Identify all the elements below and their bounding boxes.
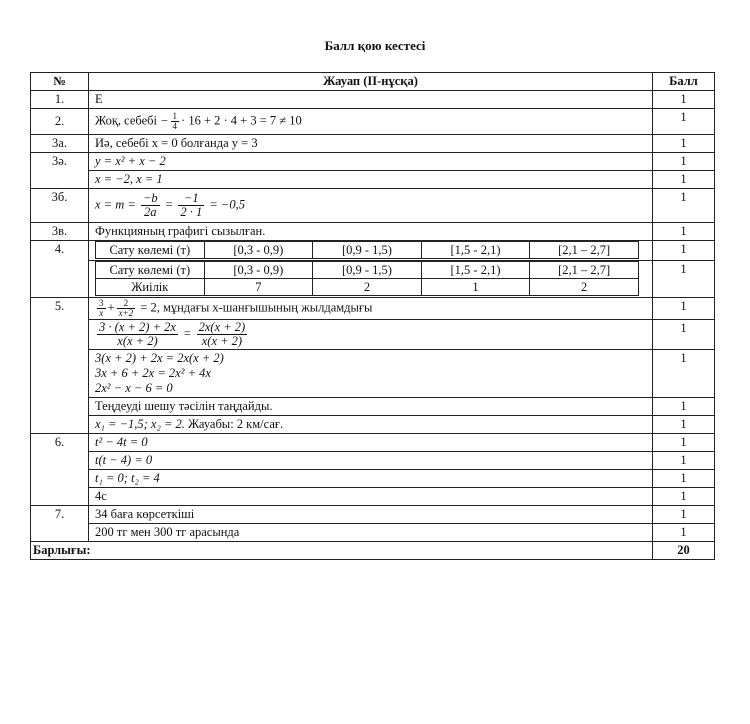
denominator: x — [99, 308, 104, 318]
score-cell: 1 — [653, 261, 715, 298]
table-row — [31, 261, 715, 298]
table-row — [31, 350, 715, 398]
numerator: 2x(x + 2) — [198, 320, 246, 334]
fraction — [97, 321, 178, 348]
inner-row — [96, 279, 639, 296]
fraction — [197, 321, 248, 348]
table-row — [31, 135, 715, 153]
fraction — [141, 192, 160, 219]
equation-line: 2x² − x − 6 = 0 — [95, 381, 173, 395]
fraction — [117, 299, 136, 318]
answer-cell: x = −2, x = 1 — [89, 171, 653, 189]
task-number: 6. — [31, 434, 89, 506]
answer-cell: t(t − 4) = 0 — [89, 452, 653, 470]
score-cell: 1 — [653, 434, 715, 452]
score-cell: 1 — [653, 416, 715, 434]
row-label: Сату көлемі (т) — [96, 262, 205, 279]
score-cell: 1 — [653, 153, 715, 171]
interval-cell: [0,9 - 1,5) — [313, 242, 422, 259]
table-header — [31, 73, 715, 91]
task-number: 3а. — [31, 135, 89, 153]
score-cell: 1 — [653, 524, 715, 542]
answer-text: Жауабы: 2 км/сағ. — [188, 417, 284, 431]
answer-cell: 4с — [89, 488, 653, 506]
answer-cell — [89, 241, 653, 261]
frequency-cell: 2 — [313, 279, 422, 296]
answer-cell: 200 тг мен 300 тг арасында — [89, 524, 653, 542]
equation-roots: x₁ = −1,5; x₂ = 2. — [95, 417, 185, 431]
answer-cell: Теңдеуді шешу тәсілін таңдайды. — [89, 398, 653, 416]
table-row — [31, 416, 715, 434]
table-row — [31, 298, 715, 320]
row-label: Сату көлемі (т) — [96, 242, 205, 259]
answer-cell — [89, 416, 653, 434]
interval-cell: [2,1 – 2,7] — [530, 262, 639, 279]
answer-cell: t₁ = 0; t₂ = 4 — [89, 470, 653, 488]
numerator: −b — [142, 191, 158, 205]
task-number: 3ә. — [31, 153, 89, 189]
task-number: 5. — [31, 298, 89, 434]
table-row — [31, 241, 715, 261]
interval-cell: [0,3 - 0,9) — [204, 242, 313, 259]
frequency-cell: 7 — [204, 279, 313, 296]
score-cell: 1 — [653, 171, 715, 189]
score-cell: 1 — [653, 320, 715, 350]
numerator: −1 — [178, 192, 204, 206]
answer-cell — [89, 298, 653, 320]
score-cell: 1 — [653, 241, 715, 261]
equals-sign: = — [183, 326, 192, 341]
minus-sign: − — [160, 113, 169, 128]
interval-cell: [1,5 - 2,1) — [421, 262, 530, 279]
equation-lhs: x = m = — [95, 197, 136, 212]
score-cell: 1 — [653, 488, 715, 506]
denominator: 2 · 1 — [180, 205, 203, 219]
table-row — [31, 91, 715, 109]
task-number: 7. — [31, 506, 89, 542]
header-answer: Жауап (ІІ-нұсқа) — [89, 73, 653, 91]
numerator: 1 — [172, 111, 178, 121]
numerator: 2 — [117, 299, 136, 309]
table-row — [31, 109, 715, 135]
score-cell: 1 — [653, 109, 715, 135]
answer-cell — [89, 261, 653, 298]
equation-rest: = −0,5 — [209, 197, 245, 212]
score-table — [30, 72, 715, 560]
table-row — [31, 223, 715, 241]
score-cell: 1 — [653, 298, 715, 320]
score-cell: 1 — [653, 470, 715, 488]
table-row — [31, 434, 715, 452]
denominator: x(x + 2) — [201, 334, 243, 348]
frequency-table-draft — [95, 241, 639, 259]
denominator: x(x + 2) — [117, 334, 158, 348]
equation-line: 3(x + 2) + 2x = 2x(x + 2) — [95, 351, 224, 365]
task-number: 4. — [31, 241, 89, 298]
frequency-cell: 1 — [421, 279, 530, 296]
score-cell: 1 — [653, 398, 715, 416]
row-label: Жиілік — [96, 279, 205, 296]
header-no: № — [31, 73, 89, 91]
table-row — [31, 452, 715, 470]
answer-cell — [89, 350, 653, 398]
score-cell: 1 — [653, 189, 715, 223]
score-cell: 1 — [653, 452, 715, 470]
total-label: Барлығы: — [31, 542, 653, 560]
interval-cell: [2,1 – 2,7] — [530, 242, 639, 259]
equals-sign: = — [164, 197, 174, 212]
fraction — [171, 112, 180, 131]
answer-cell: 34 баға көрсеткіші — [89, 506, 653, 524]
frequency-cell: 2 — [530, 279, 639, 296]
numerator: 3 · (x + 2) + 2x — [99, 320, 176, 334]
interval-cell: [1,5 - 2,1) — [421, 242, 530, 259]
answer-cell: t² − 4t = 0 — [89, 434, 653, 452]
interval-cell: [0,9 - 1,5) — [313, 262, 422, 279]
score-cell: 1 — [653, 223, 715, 241]
table-row — [31, 524, 715, 542]
answer-cell: E — [89, 91, 653, 109]
task-number: 2. — [31, 109, 89, 135]
score-cell: 1 — [653, 506, 715, 524]
score-cell: 1 — [653, 135, 715, 153]
table-row — [31, 171, 715, 189]
denominator: 4 — [172, 121, 178, 131]
fraction — [97, 299, 106, 318]
table-row — [31, 470, 715, 488]
inner-row — [96, 242, 639, 259]
task-number: 1. — [31, 91, 89, 109]
equation-line: 3x + 6 + 2x = 2x² + 4x — [95, 366, 211, 380]
table-row — [31, 506, 715, 524]
table-row — [31, 488, 715, 506]
answer-cell — [89, 109, 653, 135]
frequency-table — [95, 261, 639, 296]
page-title: Балл қою кестесі — [324, 38, 426, 53]
equation-rest: · 16 + 2 · 4 + 3 = 7 ≠ 10 — [181, 113, 302, 128]
inner-row — [96, 262, 639, 279]
answer-cell — [89, 320, 653, 350]
total-row — [31, 542, 715, 560]
total-score: 20 — [653, 542, 715, 560]
denominator: x+2 — [118, 308, 134, 318]
answer-prefix: Жоқ, себебі — [95, 113, 157, 128]
equation-rest: = 2, мұндағы x-шанғышының жылдамдығы — [140, 300, 373, 315]
fraction — [178, 192, 204, 219]
header-score: Балл — [653, 73, 715, 91]
denominator: 2a — [144, 205, 157, 219]
task-number: 3в. — [31, 223, 89, 241]
plus-sign: + — [107, 300, 115, 315]
interval-cell: [0,3 - 0,9) — [204, 262, 313, 279]
answer-cell: Иә, себебі x = 0 болғанда y = 3 — [89, 135, 653, 153]
table-row — [31, 189, 715, 223]
task-number: 3б. — [31, 189, 89, 223]
table-row — [31, 153, 715, 171]
numerator: 3 — [99, 298, 104, 308]
score-cell: 1 — [653, 350, 715, 398]
score-cell: 1 — [653, 91, 715, 109]
answer-cell: Функцияның графигі сызылған. — [89, 223, 653, 241]
table-row — [31, 320, 715, 350]
answer-cell: y = x² + x − 2 — [89, 153, 653, 171]
table-row — [31, 398, 715, 416]
answer-cell — [89, 189, 653, 223]
